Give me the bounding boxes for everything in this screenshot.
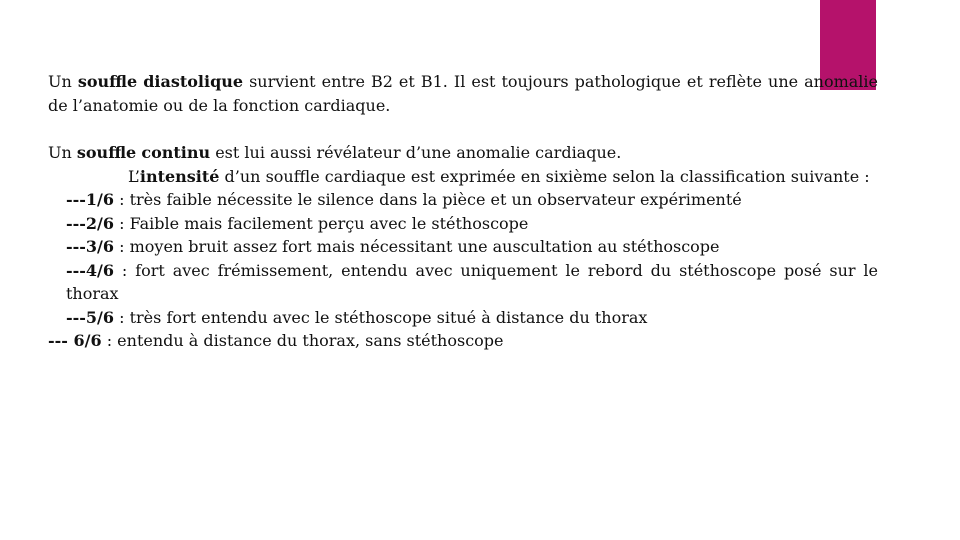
term-continu: continu	[141, 143, 211, 162]
text-run: Un	[48, 143, 77, 162]
line-intensite	[48, 165, 878, 189]
grade-label: ---1/6	[66, 190, 115, 209]
grade-item-4	[66, 259, 878, 306]
grade-list	[48, 188, 878, 329]
grade-label: ---4/6	[66, 260, 115, 280]
grade-label: ---3/6	[66, 237, 115, 256]
line-continu	[48, 141, 878, 165]
grade-item-3	[66, 235, 878, 259]
term-souffle: souffle	[76, 143, 137, 162]
grade-text: : fort avec frémissement, entendu avec uniquement le rebord du stéthoscope posé sur le thorax	[66, 260, 878, 303]
term-intensite: intensité	[139, 166, 220, 186]
text-run: Un	[48, 72, 78, 91]
grade-item-5	[66, 306, 878, 330]
grade-label: ---5/6	[66, 307, 115, 327]
grade-text: : moyen bruit assez fort mais nécessitant une auscultation au stéthoscope	[119, 237, 720, 256]
term-souffle: souffle	[77, 72, 138, 91]
grade-text: : Faible mais facilement perçu avec le stéthoscope	[119, 213, 529, 233]
paragraph-diastolic	[48, 70, 878, 117]
grade-text: : très faible nécessite le silence dans la pièce et un observateur expérimenté	[119, 190, 742, 209]
grade-text: : très fort entendu avec le stéthoscope situé à distance du thorax	[119, 307, 648, 327]
grade-item-1	[66, 188, 878, 212]
grade-label: --- 6/6	[48, 331, 102, 350]
text-run: d’un souffle cardiaque est exprimée en sixième selon la classification suivante :	[219, 166, 870, 186]
text-run: est lui aussi révélateur d’une anomalie cardiaque.	[210, 143, 622, 162]
grade-label: ---2/6	[66, 213, 115, 233]
term-diastolique: diastolique	[143, 72, 244, 91]
paragraph-continuous	[48, 141, 878, 353]
text-run: survient entre B2 et B1. Il est toujours pathologique et reflète une anomalie de l’anatomie ou de la fonction cardiaque.	[48, 72, 878, 115]
grade-item-6	[48, 329, 878, 353]
grade-text: : entendu à distance du thorax, sans stéthoscope	[106, 331, 504, 350]
slide-content	[48, 70, 878, 353]
grade-item-2	[66, 212, 878, 236]
text-run: L’	[128, 166, 140, 186]
